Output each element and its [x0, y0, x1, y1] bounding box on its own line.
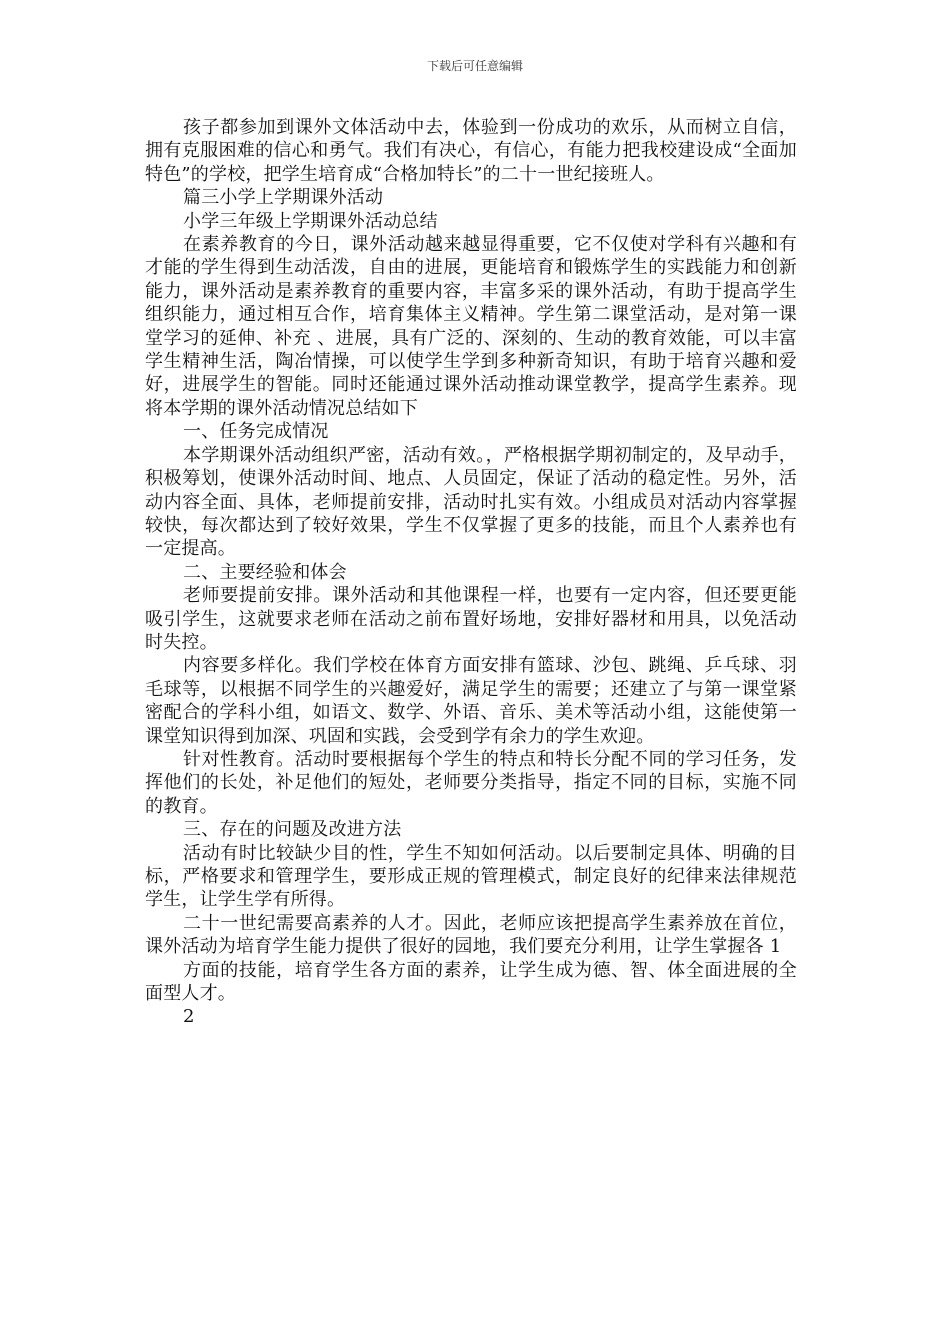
section-heading: 篇三小学上学期课外活动: [183, 187, 384, 209]
paragraph-advance-planning: 老师要提前安排。课外活动和其他课程一样，也要有一定内容，但还要更能吸引学生，这就要求老师在活动之前布置好场地，安排好器材和用具，以免活动时失控。: [145, 585, 797, 653]
paragraph-conclusion: 二十一世纪需要高素养的人才。因此，老师应该把提高学生素养放在首位，课外活动为培育学生能力提供了很好的园地，我们要充分利用，让学生掌握各 1: [145, 912, 797, 958]
paragraph-targeted-education: 针对性教育。活动时要根据每个学生的特点和特长分配不同的学习任务，发挥他们的长处，补足他们的短处，老师要分类指导，指定不同的目标，实施不同的教育。: [145, 748, 797, 817]
paragraph-problems: 活动有时比较缺少目的性，学生不知如何活动。以后要制定具体、明确的目标，严格要求和管理学生，要形成正规的管理模式，制定良好的纪律来法律规范学生，让学生学有所得。: [145, 842, 797, 911]
heading-task-completion: 一、任务完成情况: [183, 421, 329, 443]
paragraph-intro-continued: 孩子都参加到课外文体活动中去，体验到一份成功的欢乐，从而树立自信，拥有克服困难的信心和勇气。我们有决心，有信心，有能力把我校建设成“全面加特色”的学校，把学生培育成“合格加特长”的二十一世纪接班人。: [145, 117, 797, 185]
paragraph-introduction: 在素养教育的今日，课外活动越来越显得重要，它不仅使对学科有兴趣和有才能的学生得到生动活泼，自由的进展，更能培育和锻炼学生的实践能力和创新能力，课外活动是素养教育的重要内容，丰富多采的课外活动，有助于提高学生组织能力，通过相互合作，培育集体主义精神。学生第二课堂活动，是对第一课堂学习的延伸、补充 、进展，具有广泛的、深刻的、生动的教育效能，可以丰富学生精神生活，陶冶情操，可以使学生学到多种新奇知识，有助于培育兴趣和爱好，进展学生的智能。同时还能通过课外活动推动课堂教学，提高学生素养。现将本学期的课外活动情况总结如下: [145, 234, 797, 419]
heading-experience: 二、主要经验和体会: [183, 561, 347, 583]
page-number: 2: [183, 1006, 195, 1028]
heading-problems: 三、存在的问题及改进方法: [183, 819, 402, 841]
document-title: 小学三年级上学期课外活动总结: [183, 210, 438, 232]
page-header: 下载后可任意编辑: [426, 59, 523, 73]
paragraph-diversity: 内容要多样化。我们学校在体育方面安排有篮球、沙包、跳绳、乒乓球、羽毛球等，以根据不同学生的兴趣爱好，满足学生的需要；还建立了与第一课堂紧密配合的学科小组，如语文、数学、外语、音乐、美术等活动小组，这能使第一课堂知识得到加深、巩固和实践，会受到学有余力的学生欢迎。: [145, 655, 797, 747]
paragraph-conclusion-continued: 方面的技能，培育学生各方面的素养，让学生成为德、智、体全面进展的全面型人才。: [145, 959, 797, 1005]
document-body: [145, 116, 797, 1029]
paragraph-task-completion: 本学期课外活动组织严密，活动有效。，严格根据学期初制定的，及早动手，积极筹划，使课外活动时间、地点、人员固定，保证了活动的稳定性。另外，活动内容全面、具体，老师提前安排，活动时扎实有效。小组成员对活动内容掌握较快，每次都达到了较好效果，学生不仅掌握了更多的技能，而且个人素养也有一定提高。: [145, 444, 797, 560]
